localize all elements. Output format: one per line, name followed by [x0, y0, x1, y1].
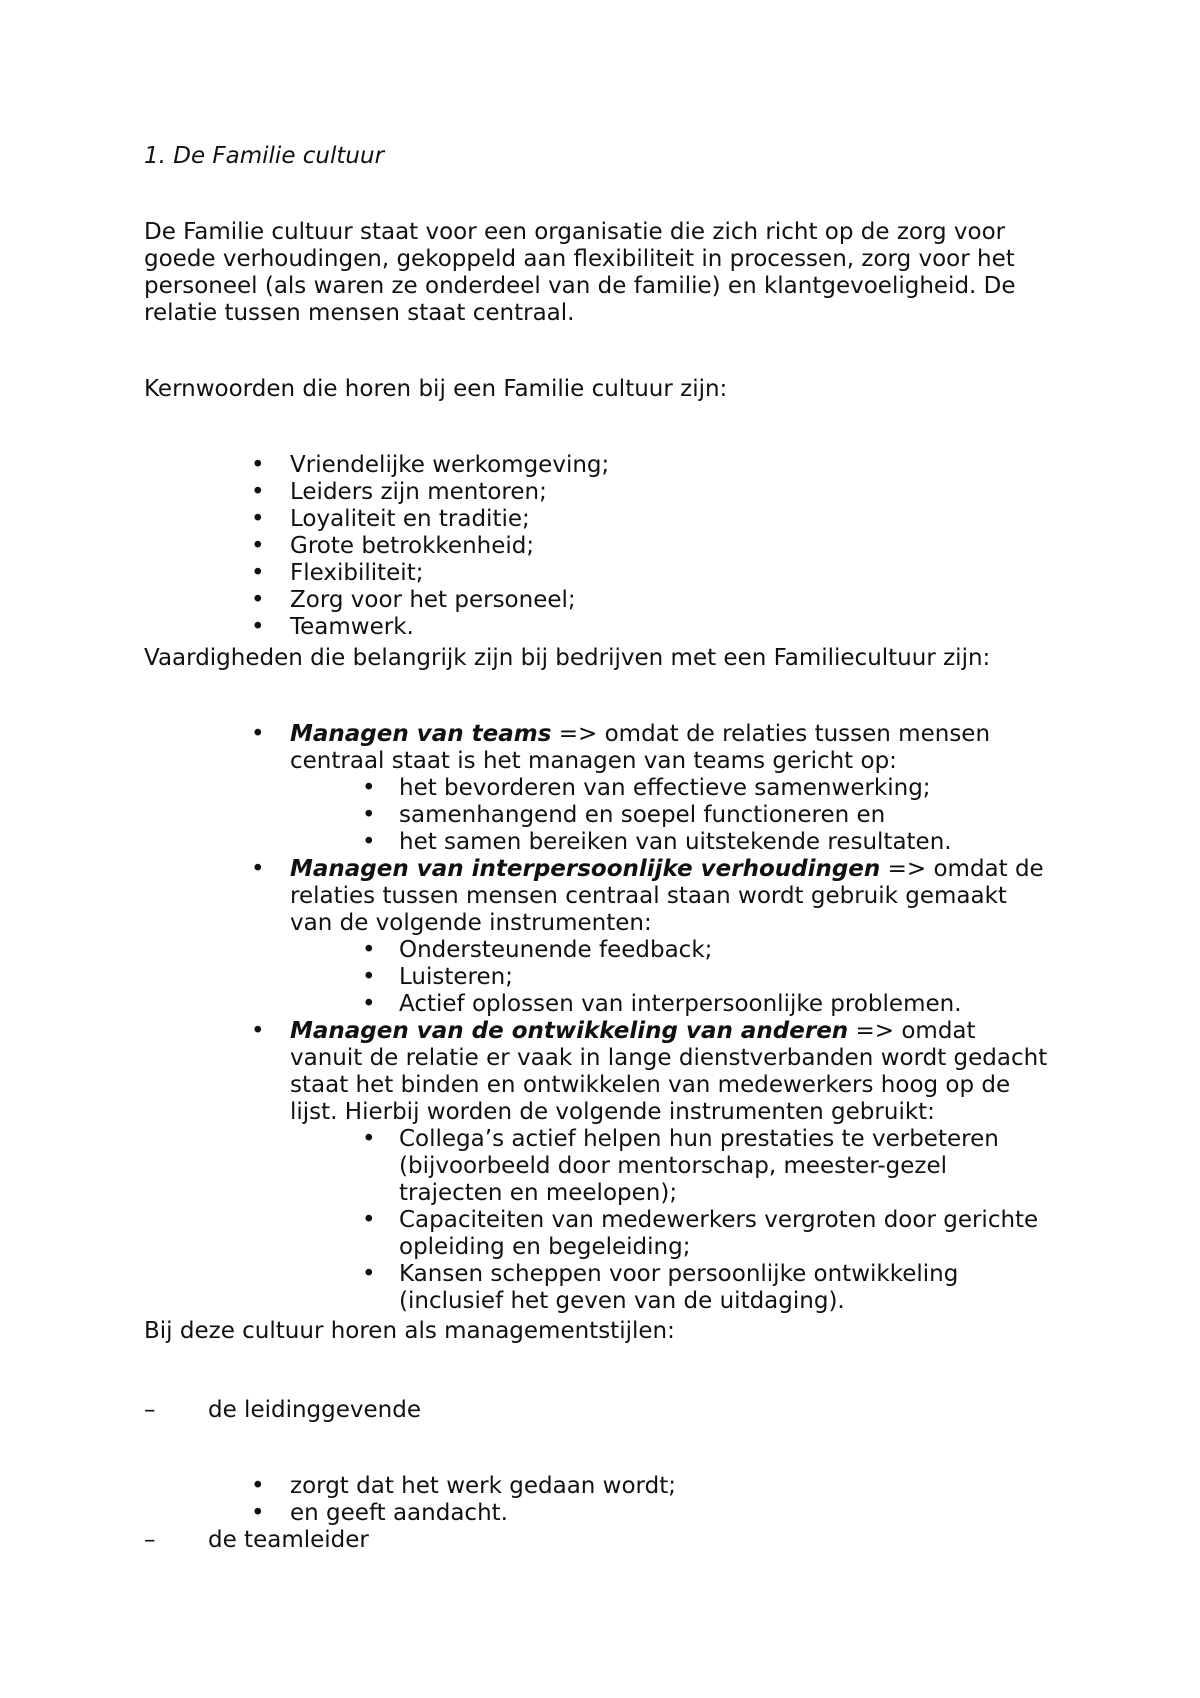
- sub-bullet-icon: •: [362, 802, 376, 828]
- bullet-icon: •: [251, 506, 265, 532]
- bullet-icon: •: [251, 1473, 265, 1499]
- vaardigheid-text: => omdat: [848, 1018, 976, 1044]
- bullet-icon: •: [251, 479, 265, 505]
- vaardigheid-item: [290, 1018, 976, 1045]
- sub-item-line: Luisteren;: [399, 964, 513, 990]
- kernwoord-item: Teamwerk.: [290, 614, 414, 640]
- vaardigheid-text-line: staat het binden en ontwikkelen van medewerkers hoog op de: [290, 1072, 1011, 1098]
- vaardigheid-title: Managen van teams: [290, 721, 552, 747]
- intro-line: relatie tussen mensen staat centraal.: [144, 300, 575, 326]
- kernwoord-item: Zorg voor het personeel;: [290, 587, 576, 613]
- sub-bullet-icon: •: [362, 829, 376, 855]
- sub-item-line: Collega’s actief helpen hun prestaties te verbeteren: [399, 1126, 999, 1152]
- sub-bullet-icon: •: [362, 964, 376, 990]
- dash-marker: –: [144, 1527, 156, 1553]
- kernwoord-item: Vriendelijke werkomgeving;: [290, 452, 610, 478]
- sub-item-line: Actief oplossen van interpersoonlijke problemen.: [399, 991, 962, 1017]
- kernwoorden-intro: Kernwoorden die horen bij een Familie cultuur zijn:: [144, 376, 728, 402]
- bullet-icon: •: [251, 856, 265, 882]
- sub-item-line: Kansen scheppen voor persoonlijke ontwikkeling: [399, 1261, 959, 1287]
- bullet-icon: •: [251, 533, 265, 559]
- bullet-icon: •: [251, 452, 265, 478]
- vaardigheid-text-line: vanuit de relatie er vaak in lange dienstverbanden wordt gedacht: [290, 1045, 1048, 1071]
- intro-line: De Familie cultuur staat voor een organisatie die zich richt op de zorg voor: [144, 219, 1006, 245]
- kernwoord-item: Flexibiliteit;: [290, 560, 424, 586]
- stijl-leidinggevende: de leidinggevende: [208, 1397, 421, 1423]
- sub-bullet-icon: •: [362, 1126, 376, 1152]
- sub-bullet-icon: •: [362, 937, 376, 963]
- kernwoord-item: Leiders zijn mentoren;: [290, 479, 547, 505]
- dash-marker: –: [144, 1397, 156, 1423]
- vaardigheid-text-line: relaties tussen mensen centraal staan wordt gebruik gemaakt: [290, 883, 1007, 909]
- bullet-icon: •: [251, 1500, 265, 1526]
- vaardigheden-intro: Vaardigheden die belangrijk zijn bij bedrijven met een Familiecultuur zijn:: [144, 645, 991, 671]
- sub-item-line: het bevorderen van effectieve samenwerking;: [399, 775, 931, 801]
- intro-line: personeel (als waren ze onderdeel van de familie) en klantgevoeligheid. De: [144, 273, 1016, 299]
- vaardigheid-item: [290, 721, 990, 748]
- vaardigheid-text-line: van de volgende instrumenten:: [290, 910, 652, 936]
- sub-item-line: Capaciteiten van medewerkers vergroten door gerichte: [399, 1207, 1039, 1233]
- sub-item-line: (inclusief het geven van de uitdaging).: [399, 1288, 845, 1314]
- kernwoord-item: Grote betrokkenheid;: [290, 533, 535, 559]
- stijlen-intro: Bij deze cultuur horen als managementstijlen:: [144, 1318, 675, 1344]
- bullet-icon: •: [251, 587, 265, 613]
- kernwoord-item: Loyaliteit en traditie;: [290, 506, 530, 532]
- sub-item-line: Ondersteunende feedback;: [399, 937, 713, 963]
- vaardigheid-text: => omdat de: [880, 856, 1044, 882]
- stijl-item: en geeft aandacht.: [290, 1500, 508, 1526]
- sub-item-line: trajecten en meelopen);: [399, 1180, 678, 1206]
- vaardigheid-title: Managen van interpersoonlijke verhoudingen: [290, 856, 881, 882]
- sub-item-line: (bijvoorbeeld door mentorschap, meester-gezel: [399, 1153, 947, 1179]
- stijl-teamleider: de teamleider: [208, 1527, 369, 1553]
- stijl-item: zorgt dat het werk gedaan wordt;: [290, 1473, 676, 1499]
- vaardigheid-text: => omdat de relaties tussen mensen: [551, 721, 991, 747]
- bullet-icon: •: [251, 1018, 265, 1044]
- sub-item-line: opleiding en begeleiding;: [399, 1234, 691, 1260]
- sub-item-line: het samen bereiken van uitstekende resultaten.: [399, 829, 952, 855]
- page-title: 1. De Familie cultuur: [144, 143, 385, 169]
- bullet-icon: •: [251, 721, 265, 747]
- sub-bullet-icon: •: [362, 991, 376, 1017]
- vaardigheid-title: Managen van de ontwikkeling van anderen: [290, 1018, 849, 1044]
- sub-bullet-icon: •: [362, 775, 376, 801]
- sub-item-line: samenhangend en soepel functioneren en: [399, 802, 886, 828]
- sub-bullet-icon: •: [362, 1261, 376, 1287]
- vaardigheid-text-line: centraal staat is het managen van teams gericht op:: [290, 748, 897, 774]
- vaardigheid-item: [290, 856, 1044, 883]
- intro-line: goede verhoudingen, gekoppeld aan flexibiliteit in processen, zorg voor het: [144, 246, 1015, 272]
- sub-bullet-icon: •: [362, 1207, 376, 1233]
- bullet-icon: •: [251, 614, 265, 640]
- vaardigheid-text-line: lijst. Hierbij worden de volgende instrumenten gebruikt:: [290, 1099, 935, 1125]
- bullet-icon: •: [251, 560, 265, 586]
